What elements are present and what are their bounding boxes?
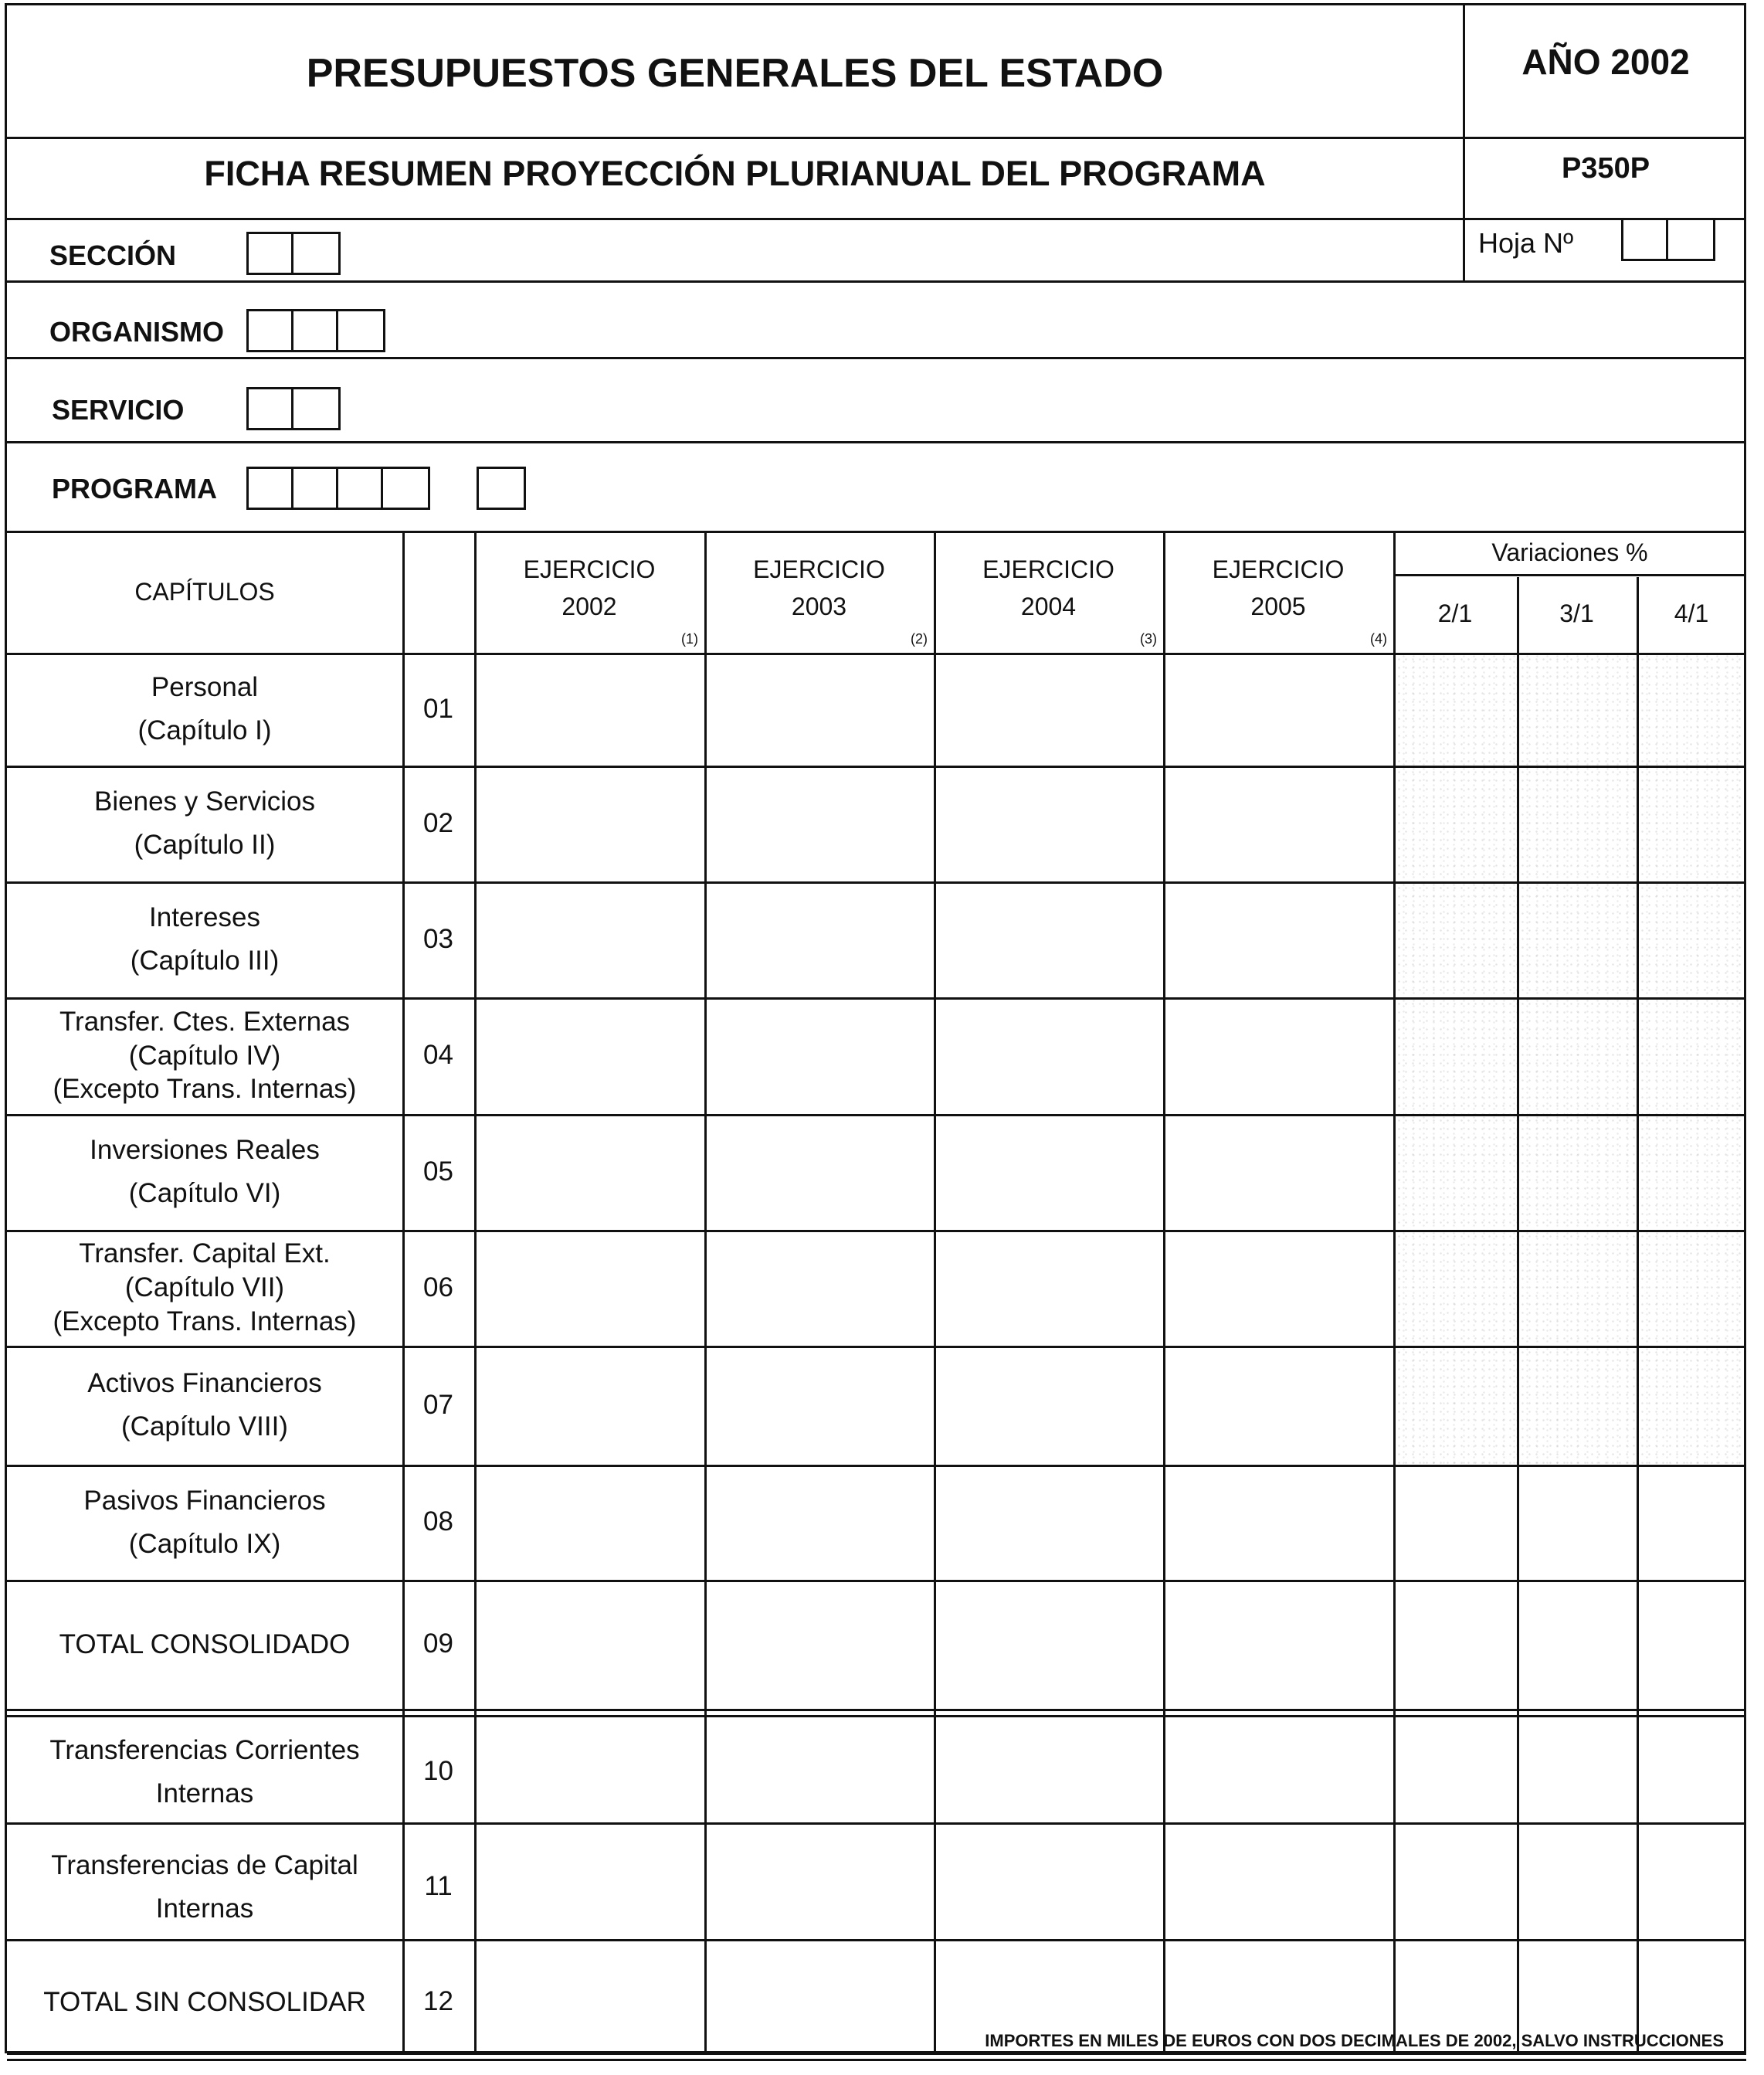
amount-cell[interactable] [477, 1000, 704, 1114]
amount-cell[interactable] [707, 1000, 934, 1114]
chapter-label-line: (Capítulo IX) [128, 1528, 281, 1559]
amount-cell[interactable] [1519, 1348, 1637, 1465]
ejercicio-note: (3) [1140, 631, 1157, 647]
amount-cell[interactable] [936, 1232, 1163, 1346]
ejercicio-header-2004 [934, 538, 1163, 637]
chapter-code: 09 [423, 1628, 453, 1659]
chapter-label-line: TOTAL CONSOLIDADO [59, 1628, 351, 1659]
amount-cell[interactable] [707, 768, 934, 881]
amount-cell[interactable] [707, 655, 934, 766]
amount-cell[interactable] [1396, 1348, 1517, 1465]
ratio-header: 4/1 [1674, 599, 1709, 627]
variaciones-header: Variaciones % [1491, 538, 1648, 566]
amount-cell[interactable] [936, 1000, 1163, 1114]
programa-suffix-input[interactable] [477, 467, 526, 510]
seccion-input[interactable] [246, 232, 341, 275]
chapter-label-line: Transferencias de Capital [51, 1849, 358, 1880]
chapters-table [7, 531, 1746, 2056]
amount-cell[interactable] [1639, 1000, 1746, 1114]
amount-cell[interactable] [936, 884, 1163, 997]
chapter-label-line: Inversiones Reales [90, 1135, 320, 1165]
chapter-label-line: (Capítulo VI) [128, 1178, 281, 1208]
chapter-label-line: Bienes y Servicios [94, 786, 315, 817]
chapter-label-line: Personal [151, 672, 259, 702]
chapter-code: 12 [423, 1986, 453, 2017]
amount-cell[interactable] [1396, 884, 1517, 997]
amount-cell[interactable] [1639, 1831, 1746, 1945]
ejercicio-year: 2004 [1020, 593, 1077, 620]
amount-cell[interactable] [1396, 1000, 1517, 1114]
ejercicio-note: (1) [681, 631, 698, 647]
amount-cell[interactable] [936, 1831, 1163, 1945]
ejercicio-label: EJERCICIO [982, 555, 1114, 583]
amount-cell[interactable] [707, 1467, 934, 1580]
amount-cell[interactable] [1165, 1348, 1393, 1465]
amount-cell[interactable] [1639, 1717, 1746, 1829]
capitulos-header: CAPÍTULOS [134, 578, 275, 606]
amount-cell[interactable] [707, 1348, 934, 1465]
amount-cell[interactable] [1396, 1831, 1517, 1945]
amount-cell[interactable] [1519, 1000, 1637, 1114]
amount-cell[interactable] [936, 655, 1163, 766]
chapter-code: 01 [423, 693, 453, 724]
chapter-code: 11 [424, 1871, 453, 1902]
amount-cell[interactable] [477, 1948, 704, 2059]
amount-cell[interactable] [1519, 1582, 1637, 1709]
amount-cell[interactable] [1396, 1582, 1517, 1709]
amount-cell[interactable] [936, 768, 1163, 881]
amount-cell[interactable] [707, 1831, 934, 1945]
organismo-input[interactable] [246, 309, 385, 352]
amount-cell[interactable] [1396, 1717, 1517, 1829]
chapter-label-line: (Capítulo II) [134, 830, 276, 860]
sheet-number-input[interactable] [1621, 218, 1715, 261]
amount-cell[interactable] [477, 655, 704, 766]
amount-cell[interactable] [1165, 1000, 1393, 1114]
form-code: P350P [1561, 152, 1650, 185]
ejercicio-label: EJERCICIO [753, 555, 885, 583]
chapter-code: 08 [423, 1506, 453, 1537]
amount-cell[interactable] [707, 1116, 934, 1230]
sheet-number-label: Hoja Nº [1478, 227, 1574, 259]
chapter-code: 05 [423, 1156, 453, 1187]
chapter-label-line: (Excepto Trans. Internas) [53, 1074, 357, 1105]
amount-cell[interactable] [477, 884, 704, 997]
chapter-label-line: Internas [155, 1893, 254, 1924]
chapter-code: 02 [423, 807, 453, 838]
amount-cell[interactable] [936, 1582, 1163, 1709]
form-sheet [5, 3, 1746, 2053]
programa-label: PROGRAMA [52, 473, 217, 504]
chapter-label [7, 997, 402, 1114]
amount-cell[interactable] [707, 1717, 934, 1829]
chapter-code: 07 [423, 1389, 453, 1420]
chapter-label-line: Transfer. Capital Ext. [79, 1238, 331, 1269]
chapter-label-line: Activos Financieros [87, 1368, 322, 1398]
amount-cell[interactable] [1639, 1348, 1746, 1465]
amount-cell[interactable] [936, 1717, 1163, 1829]
chapter-label [7, 1230, 402, 1346]
chapter-label-line: (Capítulo III) [130, 946, 280, 976]
chapter-label [7, 1829, 402, 1945]
amount-cell[interactable] [1165, 1116, 1393, 1230]
chapter-label-line: Internas [155, 1778, 254, 1808]
chapter-label-line: (Capítulo I) [137, 715, 272, 745]
amount-cell[interactable] [1519, 655, 1637, 766]
ejercicio-year: 2003 [791, 593, 847, 620]
amount-cell[interactable] [707, 1948, 934, 2059]
ejercicio-header-2002 [474, 538, 704, 637]
amount-cell[interactable] [477, 1717, 704, 1829]
amount-cell[interactable] [1519, 1116, 1637, 1230]
ratio-header: 2/1 [1437, 599, 1473, 627]
chapter-label-line: (Excepto Trans. Internas) [53, 1306, 357, 1336]
ejercicio-header-2003 [704, 538, 934, 637]
form-title: PRESUPUESTOS GENERALES DEL ESTADO [306, 51, 1164, 96]
amount-cell[interactable] [1165, 655, 1393, 766]
year-label: AÑO 2002 [1521, 42, 1690, 82]
amount-cell[interactable] [477, 1348, 704, 1465]
chapter-code: 06 [423, 1272, 453, 1302]
chapter-label [7, 1715, 402, 1829]
amount-cell[interactable] [477, 1232, 704, 1346]
ejercicio-label: EJERCICIO [523, 555, 656, 583]
amount-cell[interactable] [1396, 768, 1517, 881]
amount-cell[interactable] [1396, 1116, 1517, 1230]
amount-cell[interactable] [477, 1467, 704, 1580]
servicio-input[interactable] [246, 387, 341, 430]
amount-cell[interactable] [1639, 1232, 1746, 1346]
chapter-code: 03 [423, 923, 453, 954]
amount-cell[interactable] [477, 1582, 704, 1709]
amount-cell[interactable] [1396, 1467, 1517, 1580]
amount-cell[interactable] [1165, 1467, 1393, 1580]
amount-cell[interactable] [1519, 1232, 1637, 1346]
chapter-label [7, 1580, 402, 1709]
amount-cell[interactable] [936, 1467, 1163, 1580]
amount-cell[interactable] [1519, 1467, 1637, 1580]
ejercicio-year: 2005 [1250, 593, 1306, 620]
programa-input[interactable] [246, 467, 430, 510]
amount-cell[interactable] [936, 1116, 1163, 1230]
chapter-label-line: (Capítulo VII) [124, 1272, 285, 1303]
chapter-label [7, 881, 402, 997]
amount-cell[interactable] [936, 1348, 1163, 1465]
amount-cell[interactable] [1396, 655, 1517, 766]
amount-cell[interactable] [1639, 1582, 1746, 1709]
chapter-code: 04 [423, 1040, 453, 1071]
amount-cell[interactable] [1639, 884, 1746, 997]
chapter-label [7, 1465, 402, 1580]
ejercicio-year: 2002 [561, 593, 617, 620]
form-subtitle: FICHA RESUMEN PROYECCIÓN PLURIANUAL DEL PROGRAMA [204, 154, 1266, 193]
servicio-label: SERVICIO [52, 394, 185, 426]
amount-cell[interactable] [1396, 1232, 1517, 1346]
chapter-label [7, 766, 402, 881]
ejercicio-header-2005 [1163, 538, 1393, 637]
amount-cell[interactable] [1165, 1232, 1393, 1346]
chapter-label-line: Transferencias Corrientes [49, 1734, 360, 1765]
amount-cell[interactable] [1165, 1717, 1393, 1829]
amount-cell[interactable] [1519, 1831, 1637, 1945]
chapter-label-line: Transfer. Ctes. Externas [59, 1006, 351, 1037]
amount-cell[interactable] [707, 1232, 934, 1346]
amount-cell[interactable] [1639, 768, 1746, 881]
seccion-label: SECCIÓN [49, 239, 177, 271]
chapter-label-line: (Capítulo IV) [128, 1040, 281, 1071]
amount-cell[interactable] [1519, 884, 1637, 997]
amount-cell[interactable] [1639, 1116, 1746, 1230]
amount-cell[interactable] [477, 1831, 704, 1945]
ejercicio-note: (2) [911, 631, 928, 647]
ratio-header: 3/1 [1559, 599, 1594, 627]
amount-cell[interactable] [1165, 768, 1393, 881]
chapter-label [7, 1346, 402, 1465]
amount-cell[interactable] [1165, 1582, 1393, 1709]
amount-cell[interactable] [707, 1582, 934, 1709]
amount-cell[interactable] [477, 768, 704, 881]
chapter-label-line: Intereses [149, 902, 260, 932]
chapter-code: 10 [423, 1756, 453, 1787]
chapter-label-line: TOTAL SIN CONSOLIDAR [43, 1986, 366, 2017]
ejercicio-label: EJERCICIO [1212, 555, 1345, 583]
amount-cell[interactable] [1639, 655, 1746, 766]
organismo-label: ORGANISMO [49, 316, 225, 348]
amount-cell[interactable] [1519, 768, 1637, 881]
chapter-label-line: (Capítulo VIII) [121, 1411, 288, 1442]
amount-cell[interactable] [707, 884, 934, 997]
footer-note: IMPORTES EN MILES DE EUROS CON DOS DECIMALES DE 2002, SALVO INSTRUCCIONES [985, 2031, 1724, 2050]
chapter-label-line: Pasivos Financieros [83, 1485, 326, 1516]
amount-cell[interactable] [1519, 1717, 1637, 1829]
amount-cell[interactable] [1639, 1467, 1746, 1580]
amount-cell[interactable] [1165, 884, 1393, 997]
chapter-label [7, 1945, 402, 2059]
ejercicio-note: (4) [1370, 631, 1387, 647]
chapter-label [7, 653, 402, 766]
amount-cell[interactable] [1165, 1831, 1393, 1945]
chapter-label [7, 1114, 402, 1230]
amount-cell[interactable] [477, 1116, 704, 1230]
